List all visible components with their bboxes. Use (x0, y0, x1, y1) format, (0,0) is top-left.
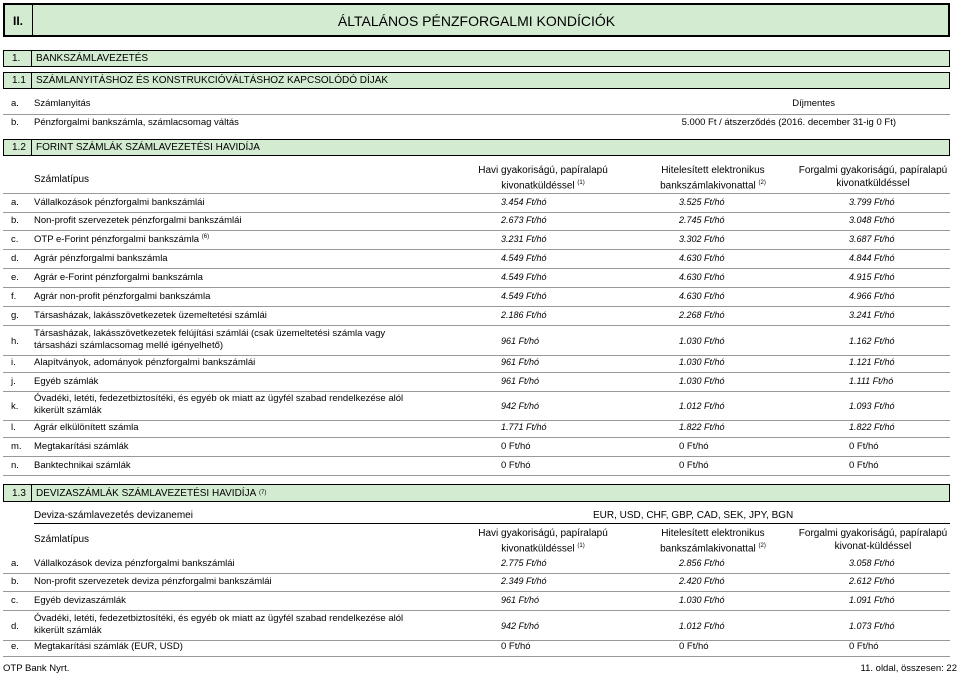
chapter-number: II. (13, 14, 24, 28)
section-1-1-title: SZÁMLANYITÁSHOZ ÉS KONSTRUKCIÓVÁLTÁSHOZ KAPCSOLÓDÓ DÍJAK (36, 75, 389, 86)
section-1-header: 1. BANKSZÁMLAVEZETÉS (3, 50, 950, 67)
table-row: f. Agrár non-profit pénzforgalmi bankszámla 4.549 Ft/hó 4.630 Ft/hó 4.966 Ft/hó (11, 291, 895, 302)
section-1-1-header: 1.1 SZÁMLANYITÁSHOZ ÉS KONSTRUKCIÓVÁLTÁSHOZ KAPCSOLÓDÓ DÍJAK (3, 72, 950, 89)
table-row: e. Agrár e-Forint pénzforgalmi bankszámla 4.549 Ft/hó 4.630 Ft/hó 4.915 Ft/hó (11, 272, 895, 283)
section-1-3-header: 1.3 DEVIZASZÁMLÁK SZÁMLAVEZETÉSI HAVIDÍJA (7) (3, 484, 950, 502)
table-row: a. Vállalkozások deviza pénzforgalmi bankszámlái 2.775 Ft/hó 2.856 Ft/hó 3.058 Ft/hó (11, 558, 895, 569)
table-row: m. Megtakarítási számlák 0 Ft/hó 0 Ft/hó 0 Ft/hó (11, 441, 879, 452)
s12-header: Számlatípus Havi gyakoriságú, papíralapú kivonatküldéssel $^{(1)}$ Hitelesített elektronikus bankszámlakivonattal $^{(2)}$ Forgalmi gyakoriságú, papíralapú kivonatküldéssel (34, 165, 948, 192)
table-row: d. Agrár pénzforgalmi bankszámla 4.549 Ft/hó 4.630 Ft/hó 4.844 Ft/hó (11, 253, 895, 264)
table-row: i. Alapítványok, adományok pénzforgalmi bankszámlái 961 Ft/hó 1.030 Ft/hó 1.121 Ft/hó (11, 357, 895, 368)
table-row: n. Banktechnikai számlák 0 Ft/hó 0 Ft/hó 0 Ft/hó (11, 460, 879, 471)
s11-row-a: a. Számlanyitás Díjmentes (11, 98, 835, 109)
table-row: j. Egyéb számlák 961 Ft/hó 1.030 Ft/hó 1.111 Ft/hó (11, 376, 894, 387)
table-row: l. Agrár elkülönített számla 1.771 Ft/hó 1.822 Ft/hó 1.822 Ft/hó (11, 422, 895, 433)
section-1-2-title: FORINT SZÁMLÁK SZÁMLAVEZETÉSI HAVIDÍJA (36, 142, 260, 153)
table-row: c. OTP e-Forint pénzforgalmi bankszámla $^{(6)}$ 3.231 Ft/hó 3.302 Ft/hó 3.687 Ft/hó (11, 234, 895, 246)
footer-left: OTP Bank Nyrt. (3, 663, 70, 674)
table-row: g. Társasházak, lakásszövetkezetek üzemeltetési számlái 2.186 Ft/hó 2.268 Ft/hó 3.241 Ft/hó (11, 310, 895, 321)
table-row: d. Óvadéki, letéti, fedezetbiztosítéki, és egyéb ok miatt az ügyfél szabad rendelkezése alól kikerült számlák 942 Ft/hó 1.012 Ft/hó 1.073 Ft/hó (11, 613, 895, 636)
s11-row-b: b. Pénzforgalmi bankszámla, számlacsomag váltás 5.000 Ft / átszerződés (2016. december 31-ig 0 Ft) (11, 117, 896, 128)
page-title: ÁLTALÁNOS PÉNZFORGALMI KONDÍCIÓK (337, 13, 616, 29)
table-row: k. Óvadéki, letéti, fedezetbiztosítéki, és egyéb ok miatt az ügyfél szabad rendelkezése alól kikerült számlák 942 Ft/hó 1.012 Ft/hó 1.093 Ft/hó (11, 393, 895, 416)
table-row: c. Egyéb devizaszámlák 961 Ft/hó 1.030 Ft/hó 1.091 Ft/hó (11, 595, 895, 606)
s13-header: Deviza-számlavezetés devizanemei EUR, USD, CHF, GBP, CAD, SEK, JPY, BGN Számlatípus Havi gyakoriságú, papíralapú kivonatküldéssel $^{(1)}$ Hitelesített elektronikus bankszámlakivonattal $^{(2)}$ Forgalmi gyakoriságú, papíralapú kivonat-küldéssel (3, 510, 950, 552)
table-row: h. Társasházak, lakásszövetkezetek felújítási számlái (csak üzemeltetési számla vagy társasházi számlacsomag mellé igényelhető) 961 Ft/hó 1.030 Ft/hó 1.162 Ft/hó (11, 328, 895, 351)
section-1-title: BANKSZÁMLAVEZETÉS (36, 53, 149, 64)
table-row: b. Non-profit szervezetek pénzforgalmi bankszámlái 2.673 Ft/hó 2.745 Ft/hó 3.048 Ft/hó (11, 215, 895, 226)
footer-page: 11. oldal, összesen: 22 (860, 663, 957, 674)
table-row: a. Vállalkozások pénzforgalmi bankszámlái 3.454 Ft/hó 3.525 Ft/hó 3.799 Ft/hó (11, 197, 895, 208)
table-row: b. Non-profit szervezetek deviza pénzforgalmi bankszámlái 2.349 Ft/hó 2.420 Ft/hó 2.612 Ft/hó (11, 576, 895, 587)
section-1-2-header: 1.2 FORINT SZÁMLÁK SZÁMLAVEZETÉSI HAVIDÍJA (3, 139, 950, 156)
section-1-3-title: DEVIZASZÁMLÁK SZÁMLAVEZETÉSI HAVIDÍJA (7) (36, 487, 267, 499)
page-title-bar (3, 3, 950, 37)
table-row: e. Megtakarítási számlák (EUR, USD) 0 Ft/hó 0 Ft/hó 0 Ft/hó (11, 641, 879, 652)
